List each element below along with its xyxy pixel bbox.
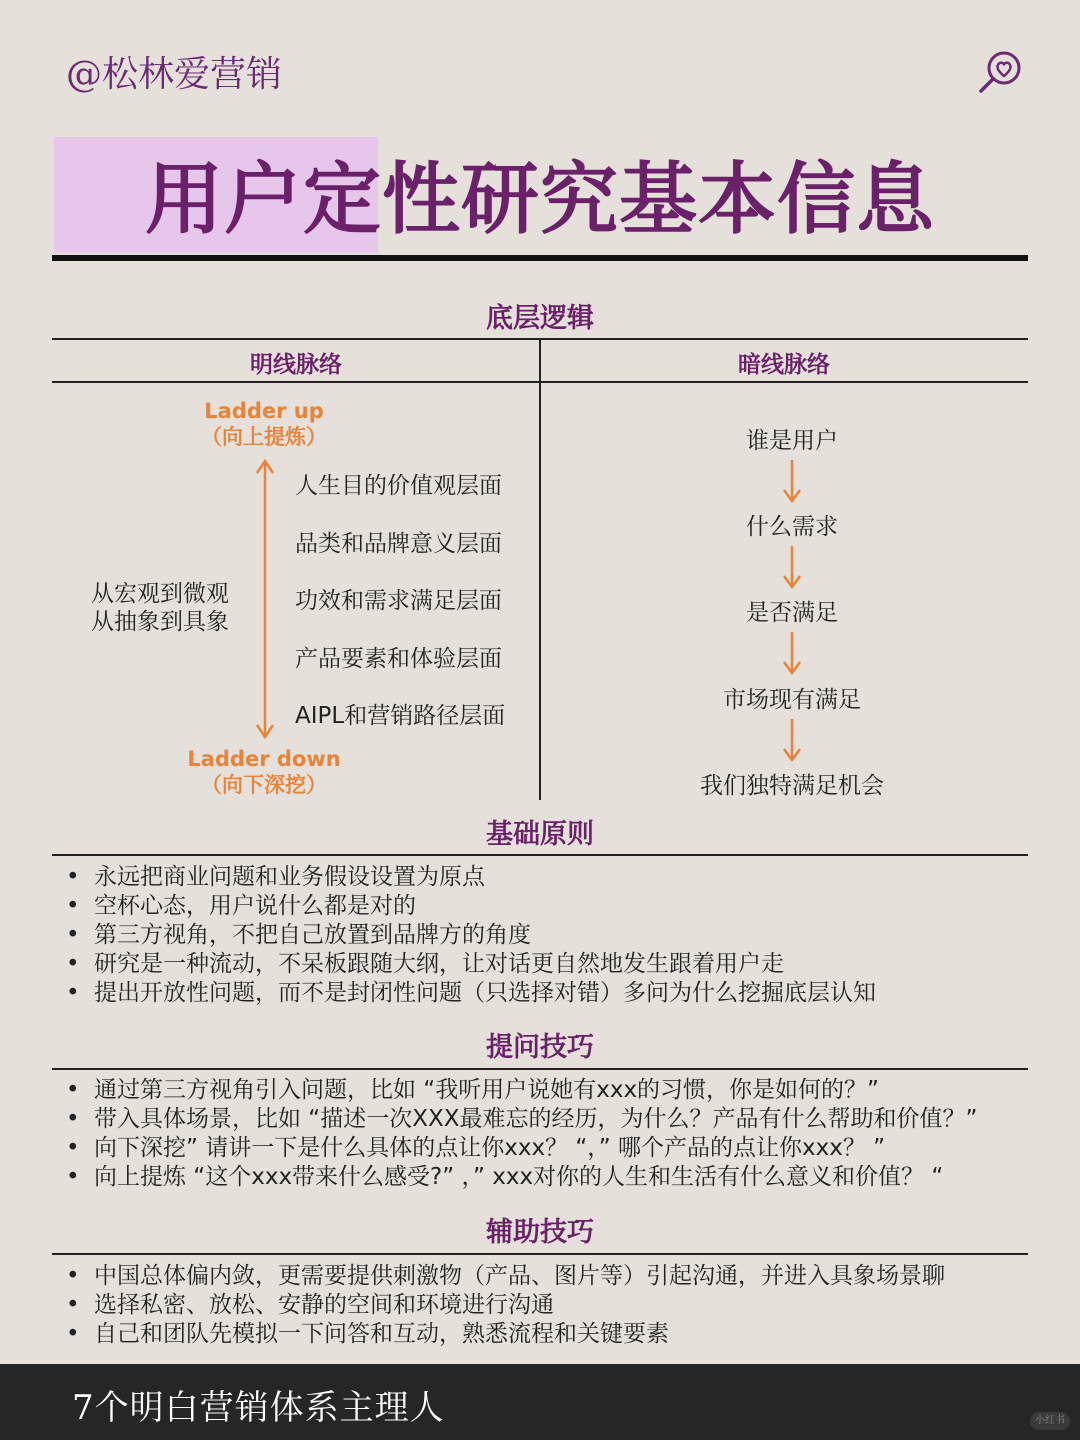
questioning-list (64, 1076, 977, 1192)
section-heading-logic: 底层逻辑 (486, 303, 594, 334)
down-arrow-icon (780, 632, 804, 676)
ladder-up-label: Ladder up (204, 399, 324, 423)
ladder-down-label: Ladder down (187, 747, 341, 771)
layer-item: AIPL和营销路径层面 (295, 703, 506, 729)
list-item: • 选择私密、放松、安静的空间和环境进行沟通 (64, 1291, 945, 1320)
list-item: • 通过第三方视角引入问题，比如 “我听用户说她有xxx的习惯，你是如何的？” (64, 1076, 977, 1105)
flow-step: 市场现有满足 (723, 687, 861, 713)
flow-step: 我们独特满足机会 (700, 773, 884, 799)
account-handle: @松林爱营销 (66, 54, 283, 95)
principles-list (64, 863, 876, 1008)
list-item: • 向上提炼 “这个xxx带来什么感受?” ，” xxx对你的人生和生活有什么意义和价值？ “ (64, 1163, 977, 1192)
auxiliary-list (64, 1262, 945, 1349)
list-item: • 自己和团队先模拟一下问答和互动，熟悉流程和关键要素 (64, 1320, 945, 1349)
flow-step: 谁是用户 (746, 428, 838, 454)
ladder-double-arrow-icon (250, 456, 280, 742)
list-item: • 第三方视角，不把自己放置到品牌方的角度 (64, 921, 876, 950)
ladder-up-cn-label: （向上提炼） (201, 425, 327, 449)
column-heading-implicit: 暗线脉络 (738, 352, 830, 378)
divider (52, 854, 1028, 856)
flow-step: 是否满足 (746, 600, 838, 626)
macro-label-1: 从宏观到微观 (91, 581, 229, 607)
layer-item: 人生目的价值观层面 (295, 473, 502, 499)
ladder-down-cn-label: （向下深挖） (201, 773, 327, 797)
title-underline (52, 255, 1028, 261)
column-divider (539, 340, 541, 800)
footer-text: 7个明白营销体系主理人 (72, 1388, 445, 1428)
down-arrow-icon (780, 460, 804, 504)
search-heart-icon (976, 48, 1024, 96)
list-item: • 空杯心态，用户说什么都是对的 (64, 892, 876, 921)
down-arrow-icon (780, 719, 804, 763)
section-heading-auxiliary: 辅助技巧 (486, 1217, 594, 1248)
list-item: • 向下深挖” 请讲一下是什么具体的点让你xxx？ “，” 哪个产品的点让你xxx？ ” (64, 1134, 977, 1163)
layer-item: 品类和品牌意义层面 (295, 531, 502, 557)
page-title: 用户定性研究基本信息 (144, 155, 935, 245)
list-item: • 带入具体场景，比如 “描述一次XXX最难忘的经历，为什么？产品有什么帮助和价值？” (64, 1105, 977, 1134)
list-item: • 研究是一种流动，不呆板跟随大纲，让对话更自然地发生跟着用户走 (64, 950, 876, 979)
list-item: • 中国总体偏内敛，更需要提供刺激物（产品、图片等）引起沟通，并进入具象场景聊 (64, 1262, 945, 1291)
divider (52, 1068, 1028, 1070)
column-heading-explicit: 明线脉络 (250, 352, 342, 378)
section-heading-principles: 基础原则 (486, 819, 594, 850)
down-arrow-icon (780, 546, 804, 590)
macro-label-2: 从抽象到具象 (91, 609, 229, 635)
flow-step: 什么需求 (746, 514, 838, 540)
list-item: • 提出开放性问题，而不是封闭性问题（只选择对错）多问为什么挖掘底层认知 (64, 979, 876, 1008)
divider (52, 1253, 1028, 1255)
watermark: 小红书 (1030, 1412, 1070, 1430)
layer-item: 产品要素和体验层面 (295, 646, 502, 672)
list-item: • 永远把商业问题和业务假设设置为原点 (64, 863, 876, 892)
layer-item: 功效和需求满足层面 (295, 588, 502, 614)
section-heading-questioning: 提问技巧 (486, 1032, 594, 1063)
